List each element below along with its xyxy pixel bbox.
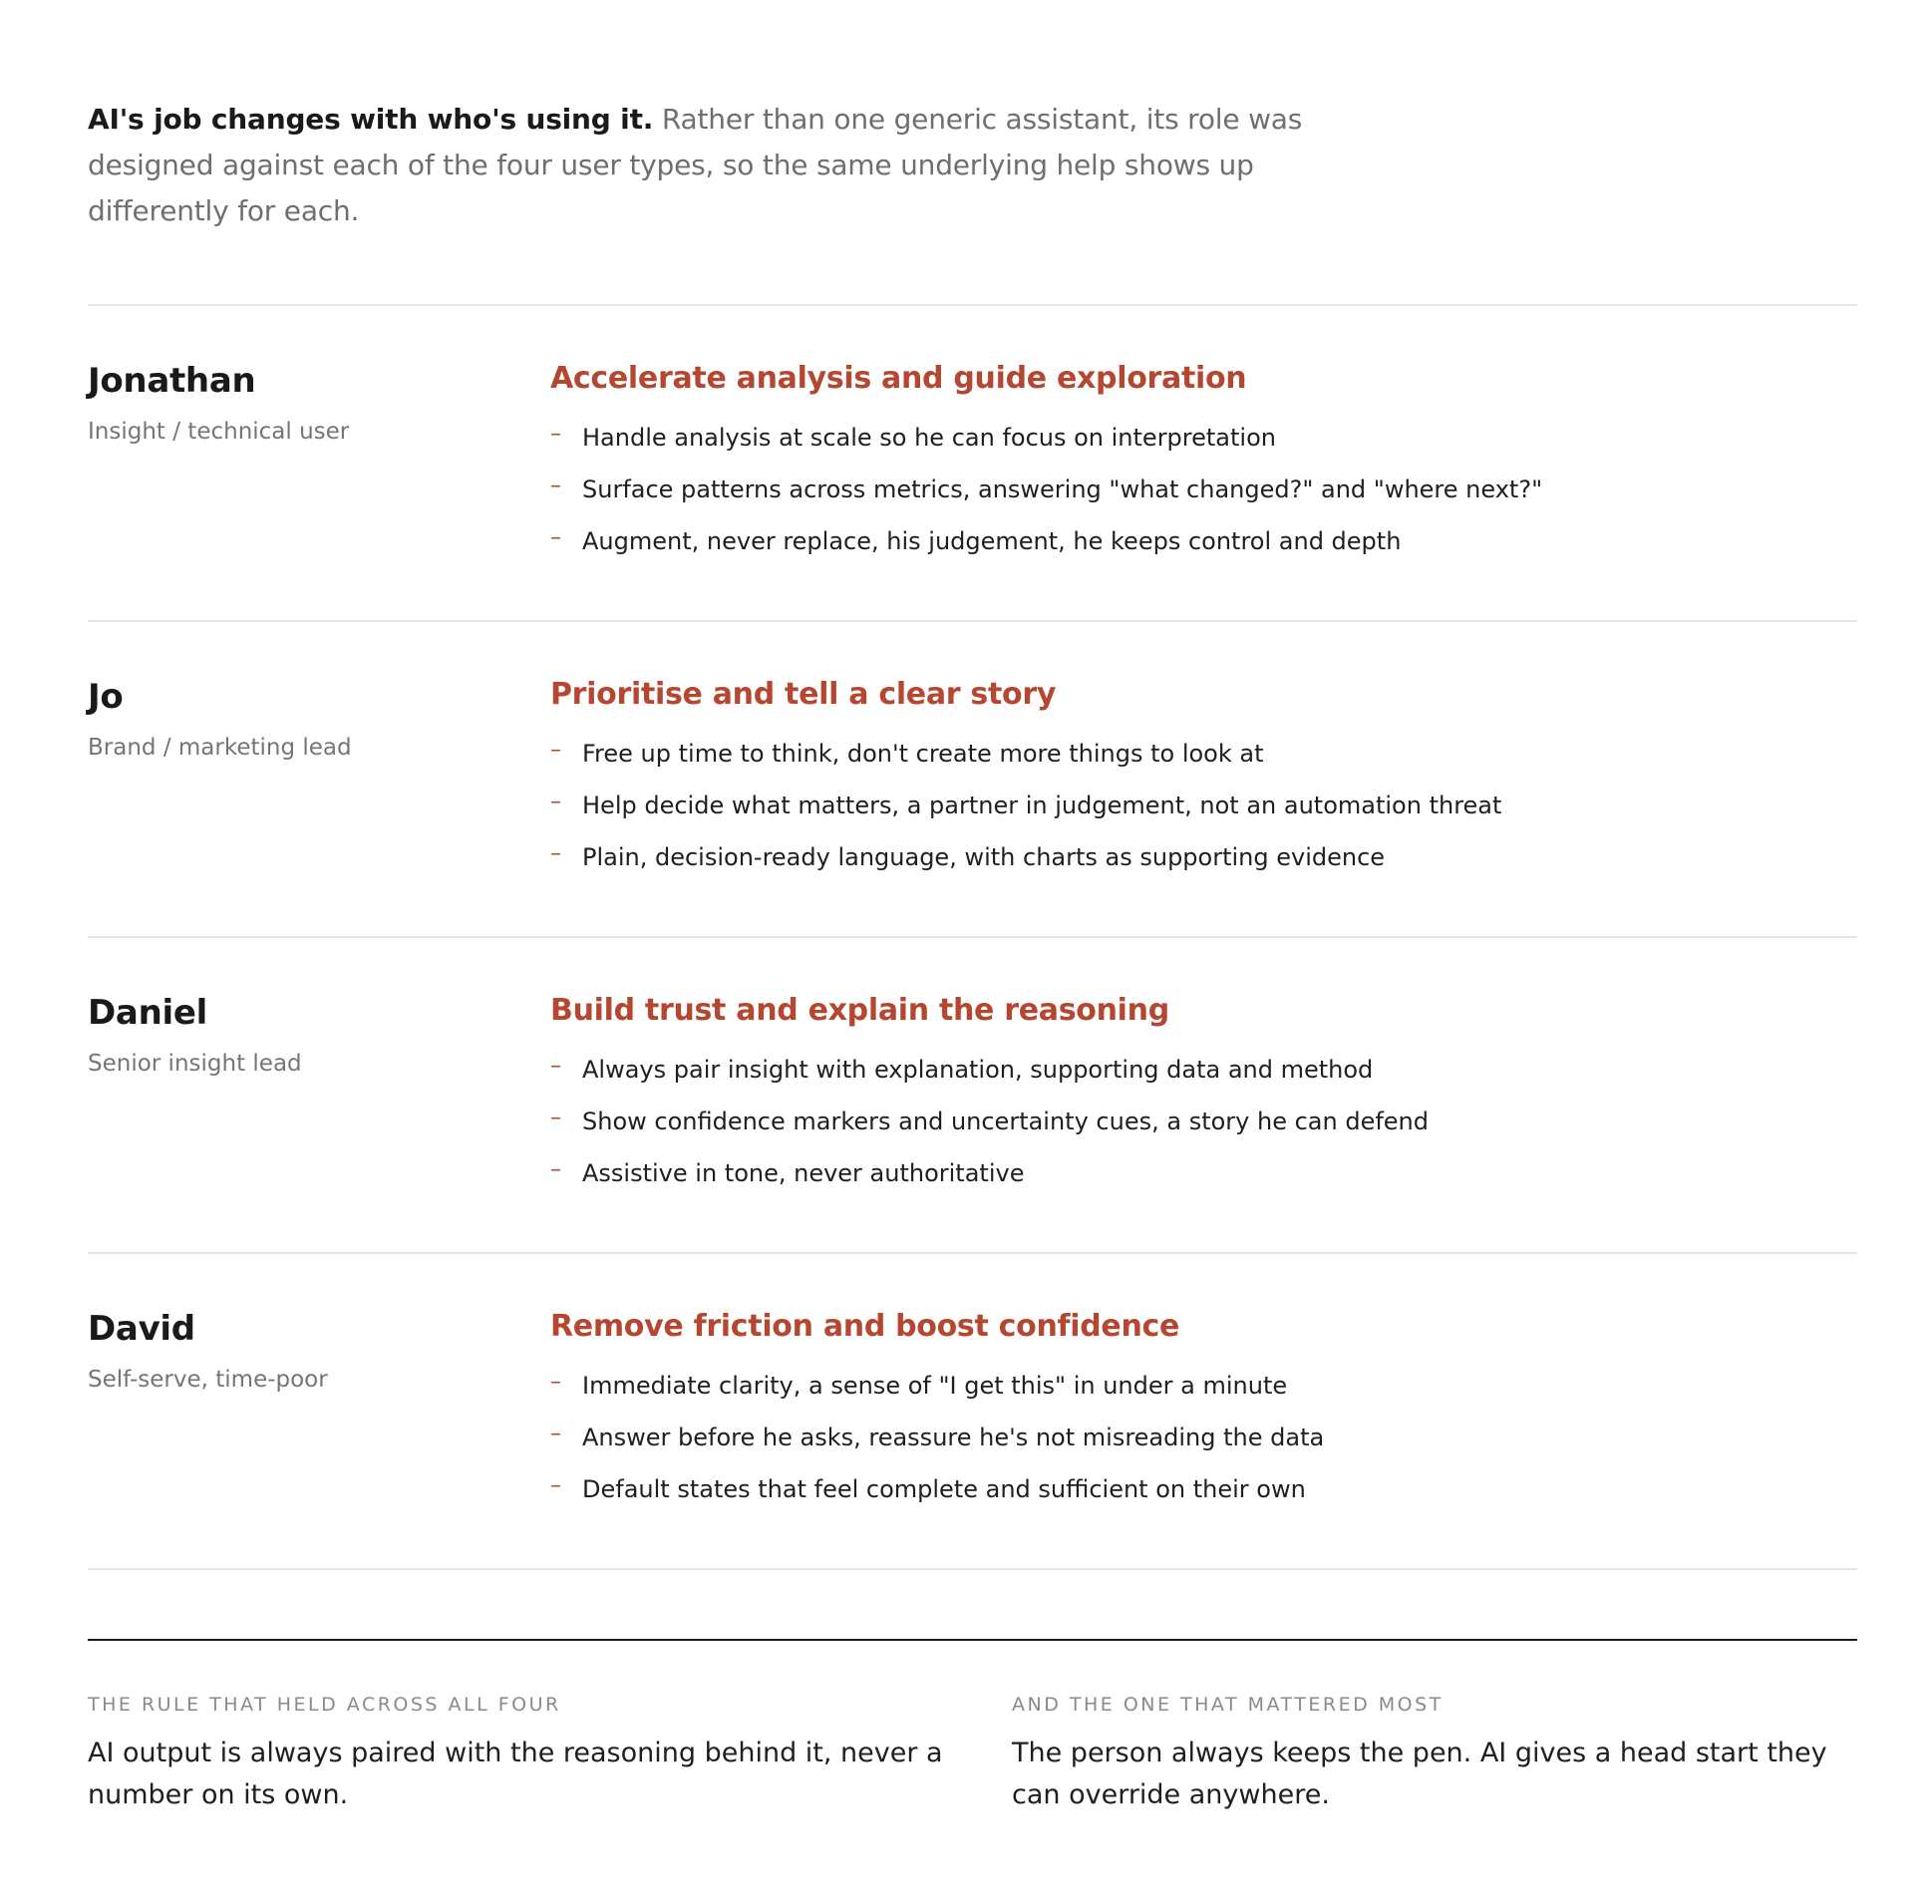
dash-icon: – xyxy=(550,738,561,763)
list-item-text: Handle analysis at scale so he can focus on interpretation xyxy=(582,424,1276,452)
list-item-text: Answer before he asks, reassure he's not misreading the data xyxy=(582,1424,1325,1451)
list-item xyxy=(550,1420,1846,1455)
rule-left xyxy=(88,1693,945,1816)
dash-icon: – xyxy=(550,1422,561,1446)
persona-role: Insight / technical user xyxy=(88,419,350,445)
persona-list xyxy=(88,304,1857,1570)
persona-heading: Remove friction and boost confidence xyxy=(550,1309,1180,1344)
persona-heading: Prioritise and tell a clear story xyxy=(550,677,1057,712)
list-item-text: Free up time to think, don't create more things to look at xyxy=(582,740,1264,768)
persona-heading: Build trust and explain the reasoning xyxy=(550,993,1169,1028)
persona-role: Self-serve, time-poor xyxy=(88,1367,328,1393)
persona-detail xyxy=(550,677,1846,891)
persona-name: Jo xyxy=(88,677,124,717)
rule-right xyxy=(1012,1693,1869,1816)
list-item xyxy=(550,1155,1846,1191)
list-item xyxy=(550,839,1846,875)
rule-text: The person always keeps the pen. AI gives a head start they can override anywhere. xyxy=(1012,1738,1827,1810)
list-item-text: Assistive in tone, never authoritative xyxy=(582,1159,1025,1187)
persona-row-jonathan xyxy=(88,304,1857,620)
persona-row-david xyxy=(88,1252,1857,1570)
persona-role: Senior insight lead xyxy=(88,1051,302,1077)
list-item-text: Augment, never replace, his judgement, he keeps control and depth xyxy=(582,527,1402,555)
list-item-text: Help decide what matters, a partner in judgement, not an automation threat xyxy=(582,792,1502,819)
dash-icon: – xyxy=(550,1106,561,1130)
list-item xyxy=(550,736,1846,772)
intro-body: Rather than one generic assistant, its role was designed against each of the four user types, so the same underlying help shows up differently for each. xyxy=(88,103,1303,227)
persona-role: Brand / marketing lead xyxy=(88,735,352,761)
persona-row-jo xyxy=(88,620,1857,936)
persona-detail xyxy=(550,993,1846,1207)
list-item-text: Plain, decision-ready language, with charts as supporting evidence xyxy=(582,843,1386,871)
list-item-text: Immediate clarity, a sense of "I get this" in under a minute xyxy=(582,1372,1288,1400)
intro-paragraph xyxy=(88,97,1384,234)
list-item-text: Surface patterns across metrics, answering "what changed?" and "where next?" xyxy=(582,476,1543,503)
list-item xyxy=(550,472,1846,507)
persona-name: David xyxy=(88,1309,195,1349)
persona-heading: Accelerate analysis and guide exploration xyxy=(550,361,1247,396)
dash-icon: – xyxy=(550,422,561,447)
list-item xyxy=(550,523,1846,559)
list-item-text: Default states that feel complete and sufficient on their own xyxy=(582,1475,1306,1503)
dash-icon: – xyxy=(550,525,561,550)
persona-name: Daniel xyxy=(88,993,207,1033)
persona-detail xyxy=(550,1309,1846,1523)
list-item xyxy=(550,1471,1846,1507)
persona-row-daniel xyxy=(88,936,1857,1252)
dash-icon: – xyxy=(550,841,561,866)
persona-name: Jonathan xyxy=(88,361,256,401)
list-item xyxy=(550,1368,1846,1404)
list-item-text: Show confidence markers and uncertainty cues, a story he can defend xyxy=(582,1108,1429,1135)
intro-lead: AI's job changes with who's using it. xyxy=(88,103,654,136)
list-item xyxy=(550,1104,1846,1139)
persona-detail xyxy=(550,361,1846,575)
dash-icon: – xyxy=(550,1157,561,1182)
dash-icon: – xyxy=(550,790,561,814)
list-item xyxy=(550,788,1846,823)
dash-icon: – xyxy=(550,1370,561,1395)
dash-icon: – xyxy=(550,1054,561,1079)
list-item xyxy=(550,420,1846,456)
section-divider xyxy=(88,1639,1857,1641)
rule-label: THE RULE THAT HELD ACROSS ALL FOUR xyxy=(88,1694,561,1716)
rule-label: AND THE ONE THAT MATTERED MOST xyxy=(1012,1694,1444,1716)
rule-text: AI output is always paired with the reasoning behind it, never a number on its own. xyxy=(88,1738,943,1810)
dash-icon: – xyxy=(550,474,561,498)
list-item xyxy=(550,1052,1846,1088)
dash-icon: – xyxy=(550,1473,561,1498)
list-item-text: Always pair insight with explanation, supporting data and method xyxy=(582,1056,1374,1084)
